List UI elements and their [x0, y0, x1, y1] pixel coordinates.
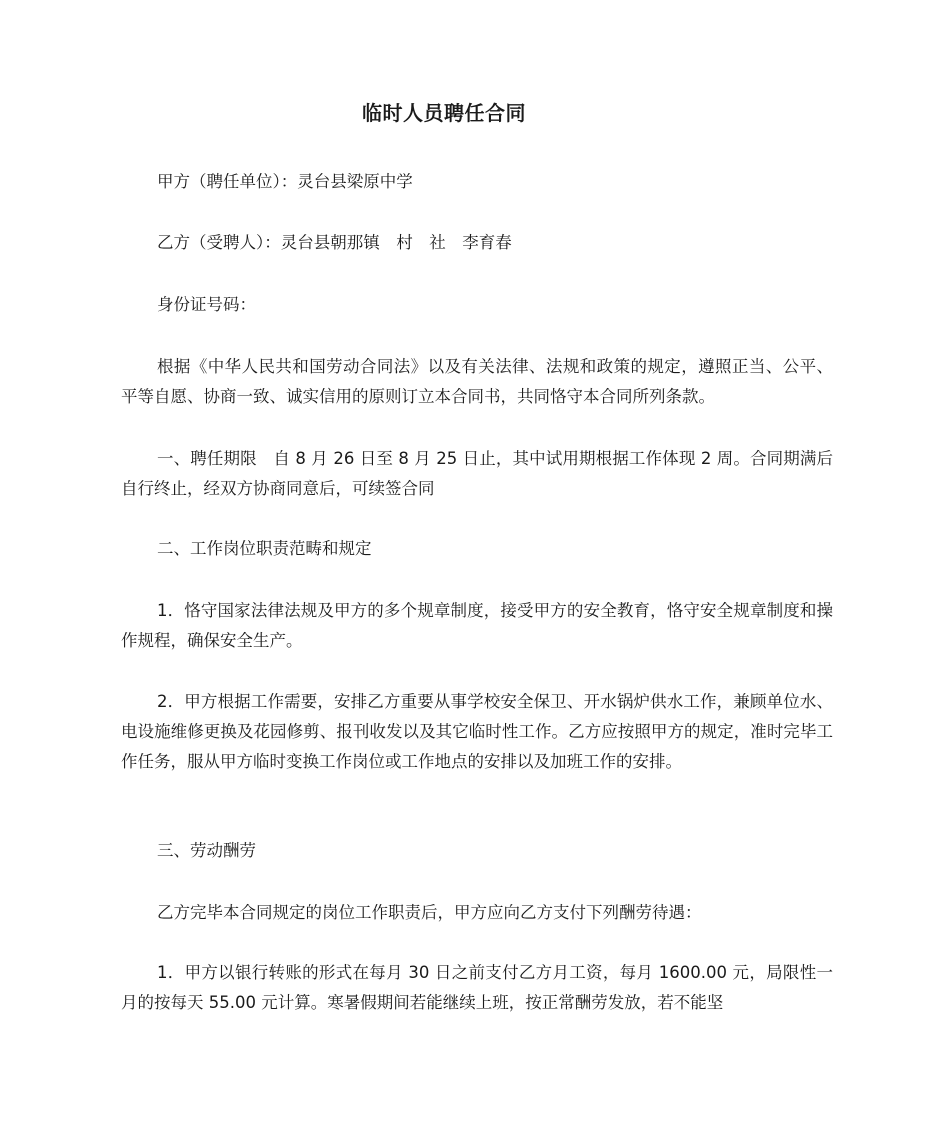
- preamble-paragraph: 根据《中华人民共和国劳动合同法》以及有关法律、法规和政策的规定，遵照正当、公平、平等自愿、协商一致、诚实信用的原则订立本合同书，共同恪守本合同所列条款。: [121, 357, 833, 406]
- clause-pay-heading: 三、劳动酬劳: [157, 841, 256, 860]
- clause-duties-heading: 二、工作岗位职责范畴和规定: [157, 539, 372, 558]
- pay-item-1: 1．甲方以银行转账的形式在每月 30 日之前支付乙方月工资，每月 1600.00 元，局限性一月的按每天 55.00 元计算。寒暑假期间若能继续上班，按正常酬劳发放，若不能坚: [121, 963, 833, 1012]
- document-title: 临时人员聘任合同: [362, 101, 526, 125]
- party-a-line: 甲方（聘任单位）：灵台县梁原中学: [157, 172, 413, 191]
- id-number-line: 身份证号码：: [157, 295, 256, 314]
- duties-item-2: 2．甲方根据工作需要，安排乙方重要从事学校安全保卫、开水锅炉供水工作，兼顾单位水、电设施维修更换及花园修剪、报刊收发以及其它临时性工作。乙方应按照甲方的规定，准时完毕工作任务，服从甲方临时变换工作岗位或工作地点的安排以及加班工作的安排。: [121, 692, 833, 771]
- party-b-line: 乙方（受聘人）：灵台县朝那镇 村 社 李育春: [157, 233, 512, 252]
- clause-term-paragraph: 一、聘任期限 自 8 月 26 日至 8 月 25 日止，其中试用期根据工作体现 2 周。合同期满后自行终止，经双方协商同意后，可续签合同: [121, 449, 833, 498]
- pay-intro-paragraph: 乙方完毕本合同规定的岗位工作职责后，甲方应向乙方支付下列酬劳待遇：: [157, 903, 702, 922]
- duties-item-1: 1．恪守国家法律法规及甲方的多个规章制度，接受甲方的安全教育，恪守安全规章制度和操作规程，确保安全生产。: [121, 601, 833, 650]
